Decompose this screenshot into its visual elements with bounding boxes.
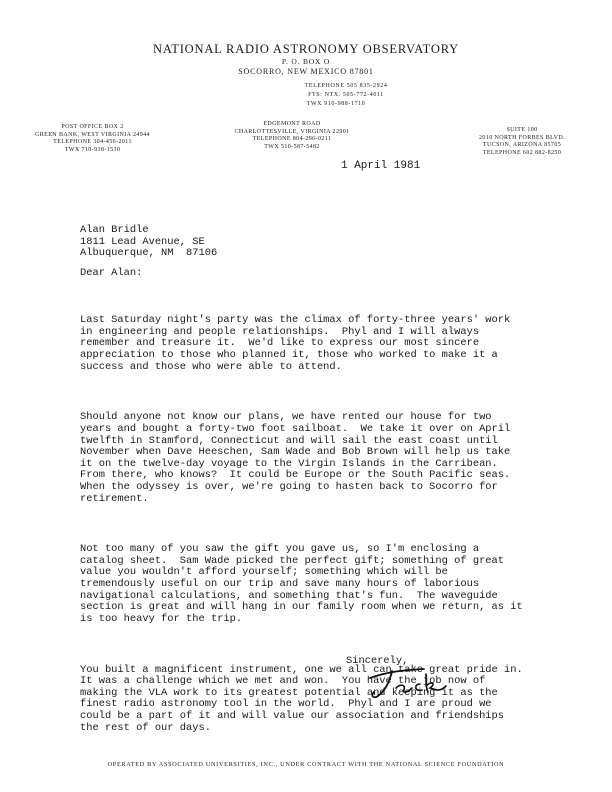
body-paragraph: Should anyone not know our plans, we have rented our house for two years and bought a forty-two foot sailboat. We take it over on April twelfth in Stamford, Connecticut and will sail the east coast until November when Dave Heeschen, Sam Wade and Bob Brown will help us take it on the twelve-day voyage to the Virgin Islands in the Carribean. From there, who knows? It could be Europe or the South Pacific seas. When the odyssey is over, we're going to hasten back to Socorro for retirement. (80, 411, 511, 505)
office-line: POST OFFICE BOX 2 (61, 124, 124, 130)
letter-date: 1 April 1981 (341, 160, 421, 172)
footer-note: OPERATED BY ASSOCIATED UNIVERSITIES, INC., UNDER CONTRACT WITH THE NATIONAL SCIENCE FOUNDATION (107, 761, 505, 768)
office-line: TWX 710-938-1530 (64, 146, 121, 153)
recipient-address: Alan Bridle 1811 Lead Avenue, SE Albuquerque, NM 87106 (80, 224, 218, 260)
office-green-bank (30, 124, 155, 154)
letter-body (80, 292, 550, 762)
office-charlottesville (222, 121, 362, 151)
body-paragraph: You built a magnificent instrument, one we all can take great pride in. It was a challenge which we met and won. You have the job now of making the VLA work to its greatest potential and keeping it as the finest radio astronomy tool in the world. Phyl and I are proud we could be a part of it and will value our association and friendships the rest of our days. (80, 663, 523, 734)
hq-twx: TWX 910-988-1710 (306, 101, 366, 107)
office-tucson (462, 127, 582, 157)
hq-city: SOCORRO, NEW MEXICO 87801 (238, 67, 374, 76)
office-line: TUCSON, ARIZONA 85705 (482, 142, 562, 148)
office-line: CHARLOTTESVILLE, VIRGINIA 22901 (234, 128, 350, 135)
office-line: EDGEMONT ROAD (263, 121, 321, 127)
office-line: SUITE 100 (506, 127, 538, 133)
salutation: Dear Alan: (80, 267, 143, 279)
body-paragraph: Not too many of you saw the gift you gave us, so I'm enclosing a catalog sheet. Sam Wade picked the perfect gift; something of great value you wouldn't afford yourself; something which will be tremendously useful on our trip and save many hours of laborious navigational calculations, and something that's fun. The waveguide section is great and will hang in our family room when we return, as it is too heavy for the trip. (80, 543, 523, 625)
office-line: TELEPHONE 304-456-2011 (53, 139, 132, 145)
organization-name: NATIONAL RADIO ASTRONOMY OBSERVATORY (153, 42, 459, 56)
office-line: TWX 510-587-5482 (264, 143, 320, 150)
hq-fts: FTS: NTX. 505-772-4011 (308, 92, 384, 98)
office-line: GREEN BANK, WEST VIRGINIA 24944 (35, 131, 150, 138)
hq-post-office-box: P. O. BOX O (281, 57, 331, 66)
office-line: TELEPHONE 804-296-0211 (252, 136, 332, 142)
handwritten-signature (366, 662, 456, 704)
office-line: 2010 NORTH FORBES BLVD. (479, 134, 565, 141)
body-paragraph: Last Saturday night's party was the climax of forty-three years' work in engineering and people relationships. Phyl and I will always remember and treasure it. We'd like to express our most sincere appreciation to those who planned it, those who worked to make it a success and those who were able to attend. (80, 314, 511, 373)
closing: Sincerely, (346, 655, 409, 667)
hq-telephone: TELEPHONE 505 835-2924 (304, 83, 388, 89)
office-line: TELEPHONE 602 882-8250 (482, 149, 562, 156)
